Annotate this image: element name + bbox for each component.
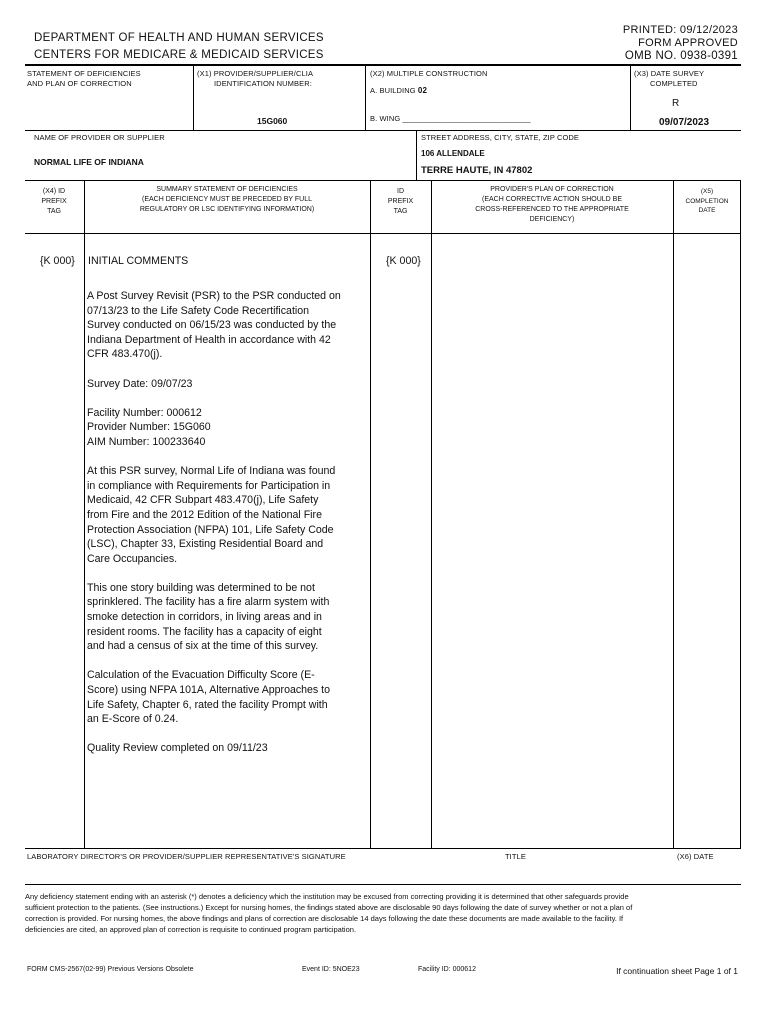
wing-label: B. WING [370, 114, 401, 123]
page-indicator: If continuation sheet Page 1 of 1 [616, 966, 738, 976]
title-label: TITLE [505, 852, 526, 861]
id-header [371, 187, 430, 217]
x5-line-3: DATE [698, 207, 716, 214]
plan-line-3: CROSS-REFERENCED TO THE APPROPRIATE [475, 206, 629, 213]
form-approved: FORM APPROVED [638, 37, 738, 49]
x6-date-label: (X6) DATE [677, 852, 714, 861]
left-tag: {K 000} [40, 255, 75, 267]
paragraph-psr: A Post Survey Revisit (PSR) to the PSR conducted on 07/13/23 to the Life Safety Code Recertification Survey conducted on 06/15/23 was conducted by the Indiana Department of Health in accordance with 42 CFR 483.470(j). [87, 290, 341, 361]
comments-body [87, 289, 341, 771]
right-tag: {K 000} [386, 255, 421, 267]
plan-line-4: DEFICIENCY) [529, 216, 575, 223]
divider-col-1 [84, 180, 85, 848]
divider-col-4 [673, 180, 674, 848]
survey-completed-date: 09/07/2023 [659, 117, 710, 128]
wing-blank: ______________________________ [402, 114, 531, 123]
x2-label: (X2) MULTIPLE CONSTRUCTION [370, 69, 488, 78]
divider-x1 [193, 64, 194, 130]
event-id: Event ID: 5NOE23 [302, 966, 360, 973]
survey-type-flag: R [672, 98, 680, 109]
paragraph-aim-number: AIM Number: 100233640 [87, 435, 206, 448]
x3-label-1: (X3) DATE SURVEY [634, 69, 705, 78]
department-name: DEPARTMENT OF HEALTH AND HUMAN SERVICES [34, 32, 324, 44]
row-divider-3 [25, 233, 741, 234]
signature-bottom-border [25, 884, 741, 885]
row-divider-2 [25, 180, 741, 181]
summary-line-3: REGULATORY OR LSC IDENTIFYING INFORMATION) [139, 206, 315, 213]
divider-x2 [365, 64, 366, 130]
form-number: FORM CMS-2567(02-99) Previous Versions Obsolete [27, 966, 194, 973]
statement-label-1: STATEMENT OF DEFICIENCIES [27, 69, 141, 78]
paragraph-facility-number: Facility Number: 000612 [87, 406, 202, 419]
divider-col-2 [370, 180, 371, 848]
plan-line-2: (EACH CORRECTIVE ACTION SHOULD BE [481, 196, 623, 203]
x5-header [674, 187, 740, 216]
street-address: 106 ALLENDALE [421, 149, 485, 158]
plan-line-1: PROVIDER'S PLAN OF CORRECTION [490, 186, 614, 193]
top-border [25, 64, 741, 66]
paragraph-building: This one story building was determined to be not sprinklered. The facility has a fire alarm system with smoke detection in corridors, in living areas and in resident rooms. The facility has a capacity of eight and had a census of six at the time of this survey. [87, 581, 330, 653]
omb-number: OMB NO. 0938-0391 [624, 50, 738, 62]
printed-date: PRINTED: 09/12/2023 [622, 24, 738, 36]
comments-heading: INITIAL COMMENTS [88, 255, 189, 267]
id-line-2: PREFIX [387, 198, 414, 205]
x1-label-1: (X1) PROVIDER/SUPPLIER/CLIA [197, 69, 314, 78]
divider-provider [416, 130, 417, 180]
right-border [740, 180, 741, 848]
x5-line-2: COMPLETION [685, 197, 729, 205]
x3-label-2: COMPLETED [650, 79, 698, 88]
row-divider-1 [25, 130, 741, 131]
paragraph-escore: Calculation of the Evacuation Difficulty Score (E-Score) using NFPA 101A, Alternative Approaches to Life Safety, Chapter 6, rated the facility Prompt with an E-Score of 0.24. [87, 669, 331, 726]
row-divider-4 [25, 848, 741, 849]
x1-label-2: IDENTIFICATION NUMBER: [214, 79, 312, 88]
divider-x3 [630, 64, 631, 130]
signature-label: LABORATORY DIRECTOR'S OR PROVIDER/SUPPLIER REPRESENTATIVE'S SIGNATURE [27, 852, 346, 861]
x4-line-3: TAG [47, 208, 61, 215]
statement-label-2: AND PLAN OF CORRECTION [27, 79, 132, 88]
provider-name: NORMAL LIFE OF INDIANA [34, 157, 144, 167]
address-label: STREET ADDRESS, CITY, STATE, ZIP CODE [421, 133, 580, 142]
plan-header [432, 185, 672, 225]
summary-line-2: (EACH DEFICIENCY MUST BE PRECEDED BY FULL [142, 196, 312, 203]
wing-line [370, 114, 531, 123]
building-line [370, 86, 427, 95]
x4-line-2: PREFIX [41, 198, 67, 205]
summary-header [85, 185, 369, 215]
x4-line-1: (X4) ID [42, 188, 66, 195]
x4-header [25, 187, 83, 217]
paragraph-survey-date: Survey Date: 09/07/23 [87, 377, 193, 390]
agency-name: CENTERS FOR MEDICARE & MEDICAID SERVICES [34, 49, 324, 61]
paragraph-compliance: At this PSR survey, Normal Life of Indiana was found in compliance with Requirements for Participation in Medicaid, 42 CFR Subpart 483.470(j), Life Safety from Fire and the 2012 Edition of the National Fire Protection Association (NFPA) 101, Life Safety Code (LSC), Chapter 33, Existing Residential Board and Care Occupancies. [87, 465, 336, 565]
provider-name-label: NAME OF PROVIDER OR SUPPLIER [34, 133, 165, 142]
disclosure-notice: Any deficiency statement ending with an asterisk (*) denotes a deficiency which the institution may be excused from correcting providing it is determined that other safeguards provide sufficient protection to the patients. (See instructions.) Except for nursing homes, the findings stated above are disclosable 90 days following the date of survey whether or not a plan of correction is provided. For nursing homes, the above findings and plans of correction are disclosable 14 days following the date these documents are made available to the facility. If deficiencies are cited, an approved plan of correction is requisite to continued program participation. [25, 892, 633, 934]
provider-number: 15G060 [257, 116, 288, 126]
id-line-1: ID [397, 188, 404, 195]
facility-id: Facility ID: 000612 [418, 966, 476, 973]
building-label: A. BUILDING [370, 86, 416, 95]
x5-line-1: (X5) [700, 188, 714, 195]
id-line-3: TAG [393, 208, 408, 215]
divider-col-3 [431, 180, 432, 848]
paragraph-quality-review: Quality Review completed on 09/11/23 [87, 742, 268, 755]
summary-line-1: SUMMARY STATEMENT OF DEFICIENCIES [156, 186, 298, 193]
building-value: 02 [417, 86, 427, 95]
city-state-zip: TERRE HAUTE, IN 47802 [421, 165, 533, 176]
paragraph-provider-number: Provider Number: 15G060 [87, 421, 211, 434]
